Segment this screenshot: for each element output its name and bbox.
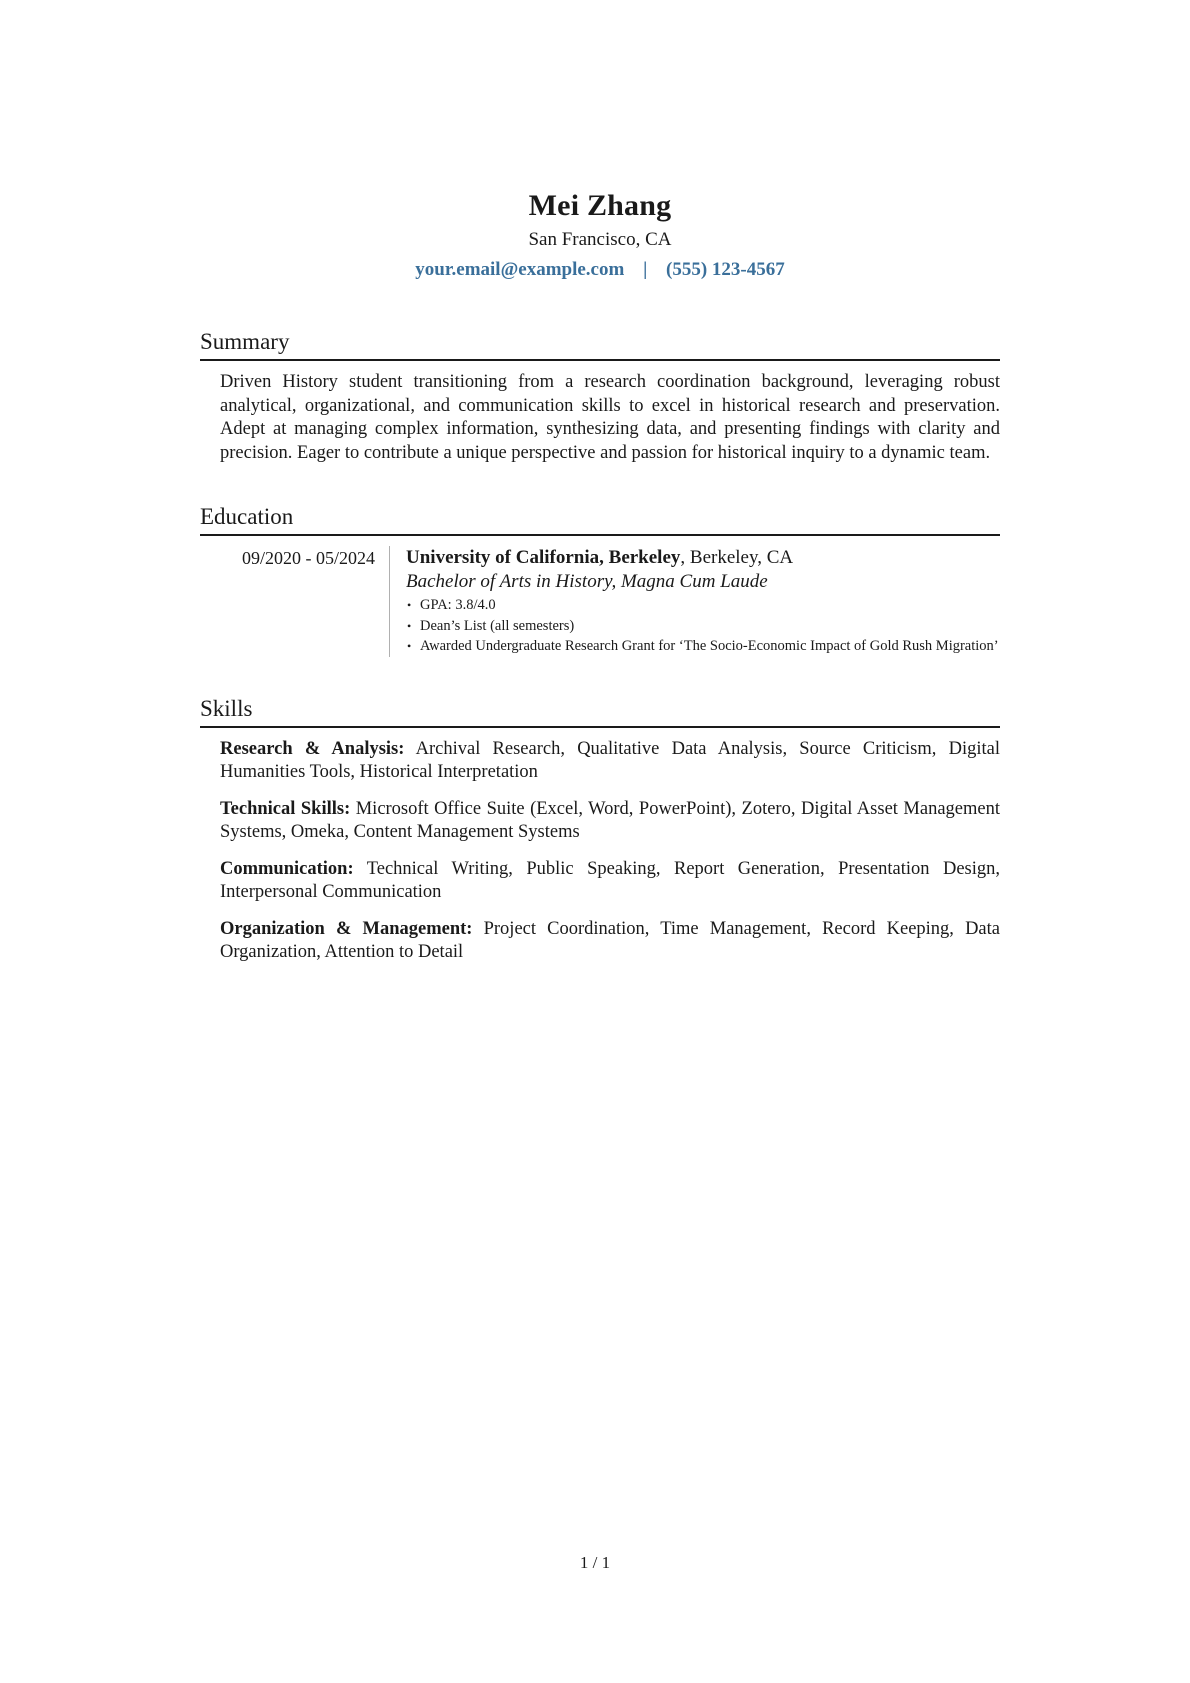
list-item: • Dean’s List (all semesters) [406,616,1000,637]
education-entry [200,546,1000,657]
summary-section [200,328,1000,465]
skill-organization [220,918,1000,965]
skill-label: Technical Skills: [220,798,351,819]
contact-separator: | [643,259,648,280]
candidate-name: Mei Zhang [528,189,672,222]
education-heading: Education [200,503,1000,536]
skill-technical [220,798,1000,845]
education-section [200,503,1000,657]
list-item: • GPA: 3.8/4.0 [406,595,1000,616]
list-item: • Awarded Undergraduate Research Grant for ‘The Socio-Economic Impact of Gold Rush Migration’ [406,636,1000,657]
summary-text: Driven History student transitioning from a research coordination background, leveraging robust analytical, organizational, and communication skills to excel in historical research and preservation. Adept at managing complex information, synthesizing data, and presenting findings with clarity and precision. Eager to contribute a unique perspective and passion for historical inquiry to a dynamic team. [220,372,1000,463]
skill-value: Microsoft Office Suite (Excel, Word, PowerPoint), Zotero, Digital Asset Management Systems, Omeka, Content Management Systems [220,798,1000,842]
page-number: 1 / 1 [579,1553,611,1572]
school-location: , Berkeley, CA [680,547,794,568]
skill-value: Archival Research, Qualitative Data Analysis, Source Criticism, Digital Humanities Tools, Historical Interpretation [220,738,1000,782]
skill-label: Communication: [220,858,354,879]
education-bullets [406,595,1000,657]
skills-list [220,738,1000,965]
school-name: University of California, Berkeley [406,547,681,568]
skill-value: Project Coordination, Time Management, Record Keeping, Data Organization, Attention to Detail [220,918,1000,962]
education-dates: 09/2020 - 05/2024 [242,548,375,568]
education-school-line [406,546,1000,570]
skill-label: Research & Analysis: [220,738,405,759]
contact-line [200,258,1000,282]
phone-link[interactable]: (555) 123-4567 [666,259,785,280]
skill-research [220,738,1000,785]
education-details [389,546,1000,657]
skills-heading: Skills [200,695,1000,728]
skill-value: Technical Writing, Public Speaking, Report Generation, Presentation Design, Interpersonal Communication [220,858,1000,902]
resume-header [200,188,1000,282]
email-link[interactable]: your.email@example.com [415,259,625,280]
resume-page [200,188,1000,978]
summary-heading: Summary [200,328,1000,361]
skill-label: Organization & Management: [220,918,473,939]
degree: Bachelor of Arts in History, Magna Cum Laude [406,571,768,592]
candidate-location: San Francisco, CA [528,229,672,250]
skill-communication [220,858,1000,905]
skills-section [200,695,1000,965]
